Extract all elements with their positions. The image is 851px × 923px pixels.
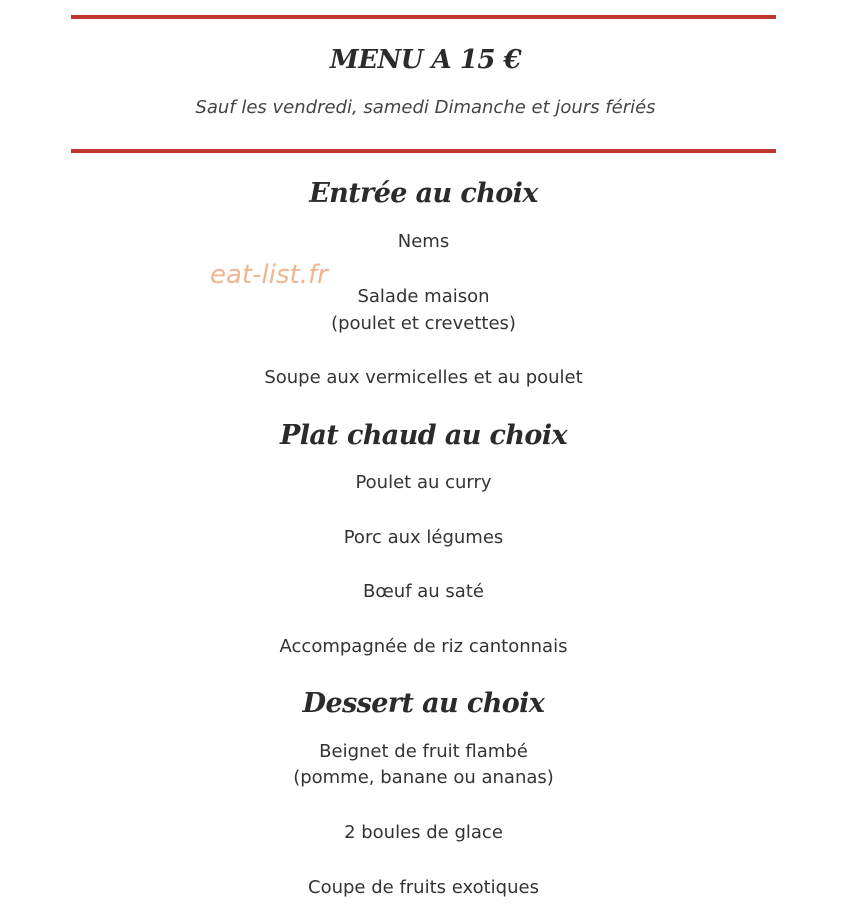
menu-item-note: (poulet et crevettes) [331,313,516,334]
menu-title: MENU A 15 € [329,45,522,75]
menu-subtitle: Sauf les vendredi, samedi Dimanche et jours fériés [195,97,656,118]
menu-item: Coupe de fruits exotiques [308,877,539,898]
top-divider [71,15,776,19]
bottom-divider [71,149,776,153]
menu-item: Porc aux légumes [343,527,504,548]
menu-item: Salade maison [357,286,490,307]
menu-item: Bœuf au saté [363,581,484,602]
menu-item: Nems [397,231,450,252]
watermark-logo: eat-list.fr [210,260,328,290]
menu-item: Poulet au curry [355,472,492,493]
section-title-entree: Entrée au choix [309,178,538,209]
menu-item: 2 boules de glace [344,822,503,843]
section-title-dessert: Dessert au choix [302,688,545,719]
section-title-plat: Plat chaud au choix [280,420,567,451]
menu-item: Soupe aux vermicelles et au poulet [264,367,583,388]
menu-item: Accompagnée de riz cantonnais [279,636,568,657]
menu-item-note: (pomme, banane ou ananas) [293,767,554,788]
menu-item: Beignet de fruit flambé [319,741,528,762]
